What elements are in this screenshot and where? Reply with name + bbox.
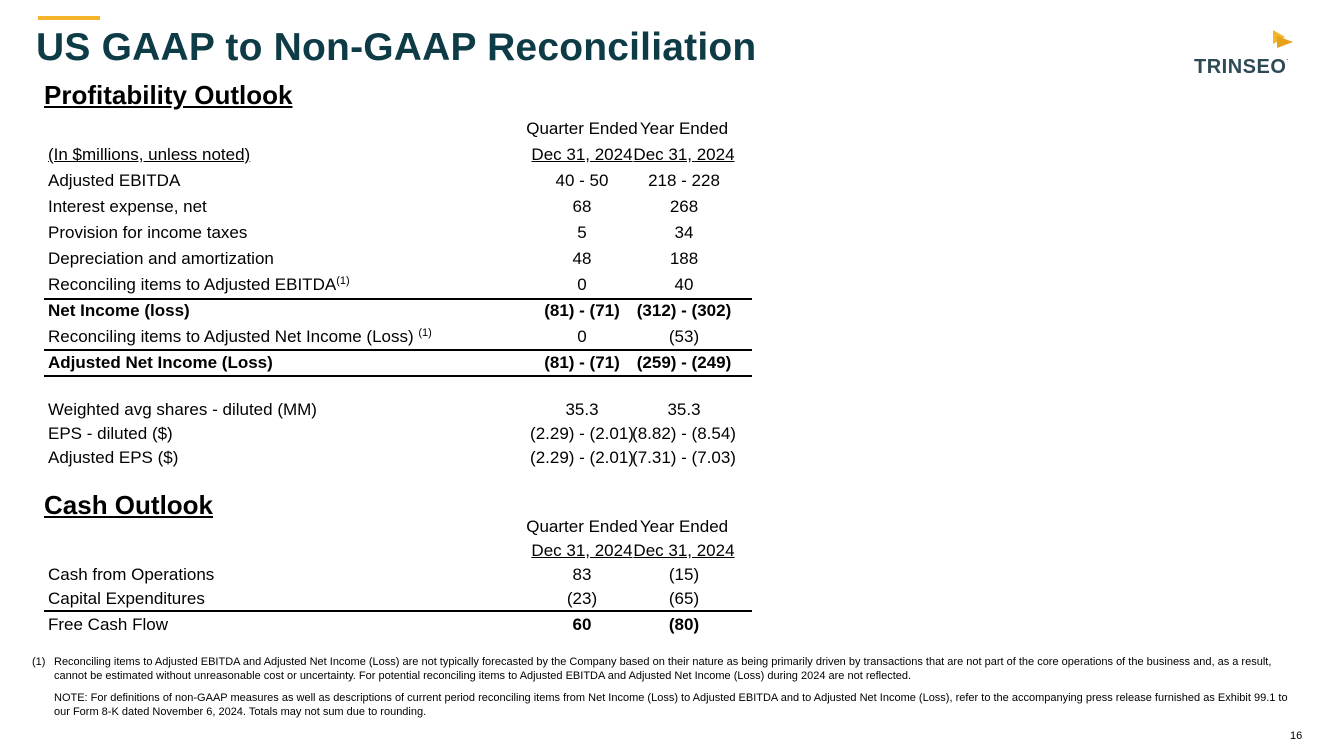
table-row xyxy=(44,324,752,350)
row-label: Net Income (loss) xyxy=(48,301,190,320)
footnote-ref: (1) xyxy=(336,275,350,287)
row-label: Reconciling items to Adjusted EBITDA xyxy=(48,275,337,294)
table-row xyxy=(44,587,752,611)
profitability-table xyxy=(44,116,752,470)
row-quarter-value: (81) - (71) xyxy=(544,353,620,372)
row-quarter-value: 0 xyxy=(577,275,587,294)
logo-arrow-icon xyxy=(1193,28,1303,58)
row-quarter-value: (23) xyxy=(566,589,598,608)
row-quarter-value: 5 xyxy=(577,223,587,242)
footnote-note: NOTE: For definitions of non-GAAP measures as well as descriptions of current period reconciling items from Net Income (Loss) to Adjusted EBITDA and to Adjusted Net Income (Loss), refer to the accompanying press release furnished as Exhibit 99.1 to our Form 8-K dated November 6, 2024. Totals may not sum due to rounding. xyxy=(54,692,1288,718)
row-quarter-value: (2.29) - (2.01) xyxy=(530,424,634,443)
row-quarter-value: 83 xyxy=(572,565,592,584)
row-quarter-value: (81) - (71) xyxy=(544,301,620,320)
profitability-outlook-title: Profitability Outlook xyxy=(44,80,293,110)
footnote-text: Reconciling items to Adjusted EBITDA and Adjusted Net Income (Loss) are not typically forecasted by the Company based on their nature as being primarily driven by transactions that are not part of the core operations of the business and, as a result, cannot be estimated without unreasonable cost or uncertainty. For potential reconciling items to Adjusted EBITDA and Adjusted Net Income (Loss) during 2024 are not reflected. xyxy=(54,656,1272,682)
cash-table xyxy=(44,515,752,637)
row-label: Free Cash Flow xyxy=(48,615,168,634)
table-row xyxy=(44,563,752,587)
table-row xyxy=(44,194,752,220)
table-row xyxy=(44,398,752,422)
col-header-quarter: Quarter Ended xyxy=(526,517,638,536)
table-header-row xyxy=(44,142,752,168)
title-accent-bar xyxy=(38,16,100,20)
row-year-value: (7.31) - (7.03) xyxy=(632,448,736,467)
table-row xyxy=(44,350,752,376)
table-header-row xyxy=(44,539,752,563)
col-header-quarter: Quarter Ended xyxy=(526,119,638,138)
row-year-value: (80) xyxy=(668,615,700,634)
col-header-year: Year Ended xyxy=(639,119,729,138)
table-row xyxy=(44,446,752,470)
row-year-value: (15) xyxy=(668,565,700,584)
col-header-quarter-date: Dec 31, 2024 xyxy=(531,541,633,560)
table-row xyxy=(44,272,752,298)
row-quarter-value: 35.3 xyxy=(565,400,599,419)
table-row xyxy=(44,422,752,446)
row-label: Reconciling items to Adjusted Net Income (Loss) xyxy=(48,327,419,346)
row-year-value: 268 xyxy=(669,197,699,216)
row-year-value: 218 - 228 xyxy=(648,171,720,190)
cash-outlook-title: Cash Outlook xyxy=(44,490,214,520)
row-year-value: 40 xyxy=(674,275,694,294)
row-quarter-value: 68 xyxy=(572,197,592,216)
row-label: Depreciation and amortization xyxy=(48,249,274,268)
logo-text: TRINSEO xyxy=(1194,56,1287,78)
row-label: Interest expense, net xyxy=(48,197,207,216)
footnote-mark: (1) xyxy=(32,656,46,668)
table-header-row xyxy=(44,515,752,539)
row-year-value: (312) - (302) xyxy=(636,301,732,320)
table-row xyxy=(44,298,752,324)
row-label: Adjusted EBITDA xyxy=(48,171,181,190)
footnotes xyxy=(32,656,1292,719)
row-year-value: (53) xyxy=(668,327,700,346)
row-quarter-value: 48 xyxy=(572,249,592,268)
row-year-value: 35.3 xyxy=(667,400,701,419)
logo-mark: . xyxy=(1286,56,1289,62)
row-quarter-value: 60 xyxy=(572,615,592,634)
row-year-value: 188 xyxy=(669,249,699,268)
unit-label: (In $millions, unless noted) xyxy=(48,145,251,164)
col-header-year-date: Dec 31, 2024 xyxy=(633,145,735,164)
page-title: US GAAP to Non-GAAP Reconciliation xyxy=(36,26,757,69)
row-label: Adjusted EPS ($) xyxy=(48,448,179,467)
table-header-row xyxy=(44,116,752,142)
col-header-year-date: Dec 31, 2024 xyxy=(633,541,735,560)
row-label: Cash from Operations xyxy=(48,565,215,584)
row-quarter-value: (2.29) - (2.01) xyxy=(530,448,634,467)
row-year-value: (65) xyxy=(668,589,700,608)
row-year-value: (259) - (249) xyxy=(636,353,732,372)
table-row xyxy=(44,220,752,246)
row-label: Capital Expenditures xyxy=(48,589,205,608)
row-label: Provision for income taxes xyxy=(48,223,248,242)
row-label: EPS - diluted ($) xyxy=(48,424,173,443)
row-quarter-value: 0 xyxy=(577,327,587,346)
footnote-ref: (1) xyxy=(418,327,432,339)
table-row xyxy=(44,168,752,194)
row-label: Adjusted Net Income (Loss) xyxy=(48,353,273,372)
row-year-value: (8.82) - (8.54) xyxy=(632,424,736,443)
col-header-year: Year Ended xyxy=(639,517,729,536)
table-row xyxy=(44,611,752,637)
row-year-value: 34 xyxy=(674,223,694,242)
row-label: Weighted avg shares - diluted (MM) xyxy=(48,400,317,419)
company-logo xyxy=(1193,28,1303,82)
col-header-quarter-date: Dec 31, 2024 xyxy=(531,145,633,164)
page-number: 16 xyxy=(1290,730,1303,742)
table-row xyxy=(44,246,752,272)
row-quarter-value: 40 - 50 xyxy=(555,171,609,190)
